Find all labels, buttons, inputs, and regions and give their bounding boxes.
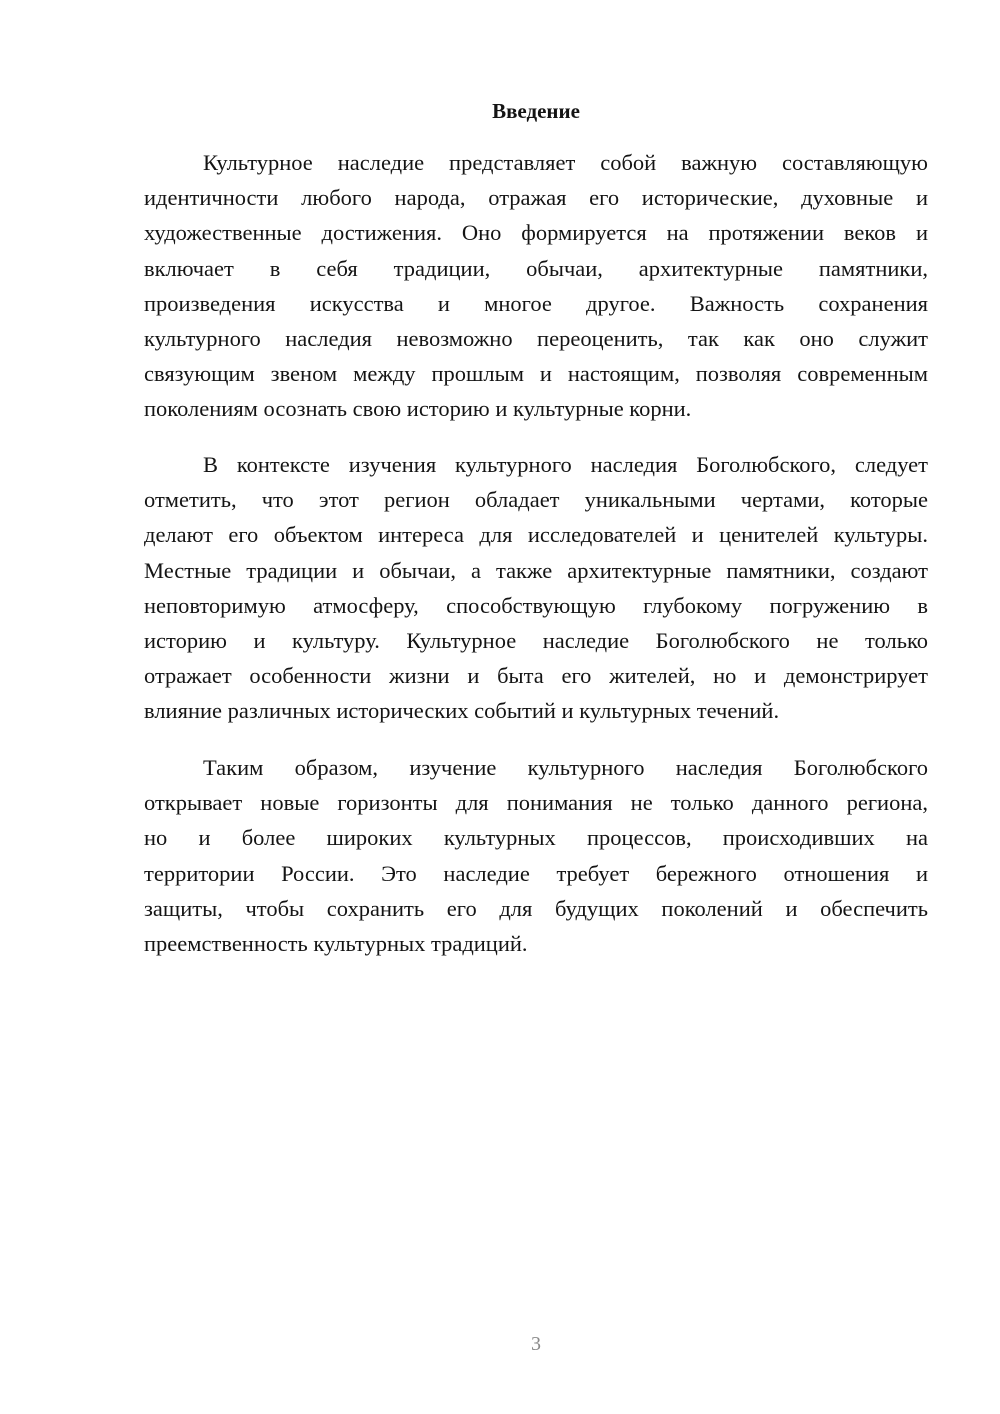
paragraph-line: Местные традиции и обычаи, а также архитектурные памятники, создают: [144, 557, 928, 583]
section-title: Введение: [492, 99, 580, 123]
paragraph-line: территории России. Это наследие требует бережного отношения и: [144, 860, 928, 886]
paragraph-line: поколениям осознать свою историю и культурные корни.: [144, 396, 692, 422]
paragraph-line: защиты, чтобы сохранить его для будущих поколений и обеспечить: [144, 895, 928, 921]
paragraph-line: художественные достижения. Оно формируется на протяжении веков и: [144, 220, 928, 246]
page-number: 3: [531, 1333, 541, 1355]
paragraph-line: связующим звеном между прошлым и настоящим, позволяя современным: [144, 361, 928, 387]
paragraph-line: культурного наследия невозможно переоценить, так как оно служит: [144, 326, 928, 352]
paragraph-line: отметить, что этот регион обладает уникальными чертами, которые: [144, 487, 928, 513]
paragraph-1: [144, 145, 928, 427]
paragraph-line: отражает особенности жизни и быта его жителей, но и демонстрирует: [144, 663, 928, 689]
paragraph-2: [144, 447, 928, 729]
paragraph-line: влияние различных исторических событий и культурных течений.: [144, 698, 780, 724]
paragraph-line: историю и культуру. Культурное наследие Боголюбского не только: [144, 628, 928, 654]
paragraph-line: преемственность культурных традиций.: [144, 931, 528, 957]
paragraph-line: произведения искусства и многое другое. Важность сохранения: [144, 290, 928, 316]
paragraph-line: делают его объектом интереса для исследователей и ценителей культуры.: [144, 522, 928, 548]
paragraph-line: В контексте изучения культурного наследия Боголюбского, следует: [203, 452, 928, 477]
paragraph-3: [144, 750, 928, 961]
paragraph-line: идентичности любого народа, отражая его исторические, духовные и: [144, 185, 928, 211]
paragraph-line: но и более широких культурных процессов, происходивших на: [144, 825, 928, 851]
paragraph-line: включает в себя традиции, обычаи, архитектурные памятники,: [144, 255, 928, 281]
paragraph-line: открывает новые горизонты для понимания не только данного региона,: [144, 790, 928, 816]
paragraph-line: Культурное наследие представляет собой важную составляющую: [203, 150, 928, 175]
paragraph-line: Таким образом, изучение культурного наследия Боголюбского: [203, 755, 928, 780]
paragraph-line: неповторимую атмосферу, способствующую глубокому погружению в: [144, 592, 928, 618]
